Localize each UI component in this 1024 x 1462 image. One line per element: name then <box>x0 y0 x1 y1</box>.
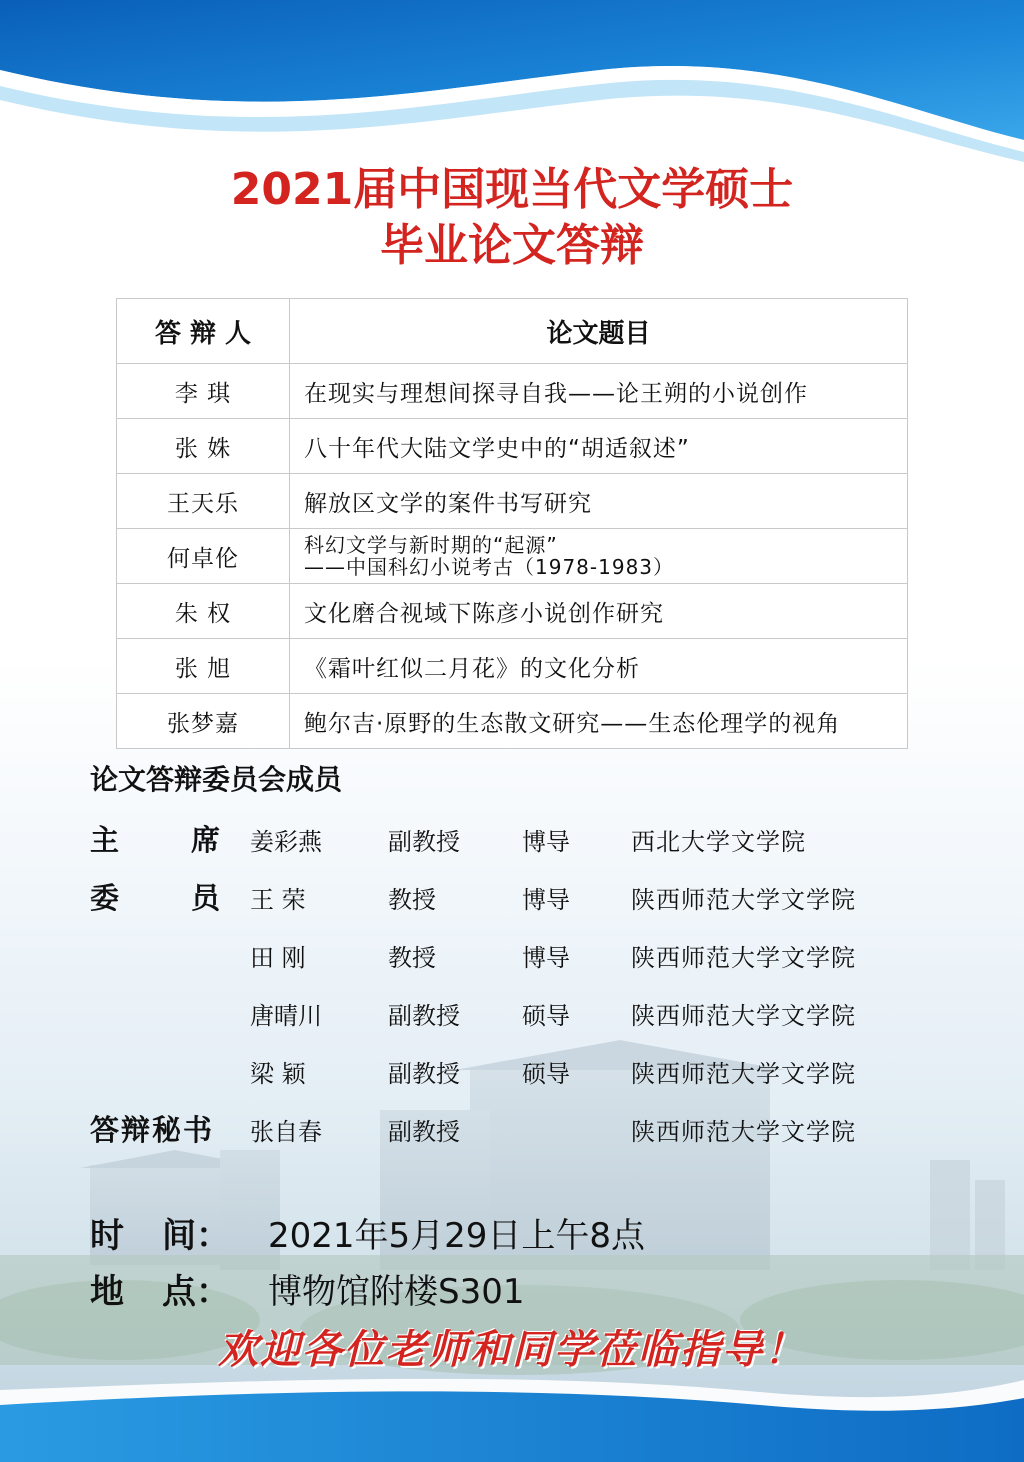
member-name: 梁 颖 <box>250 1060 306 1088</box>
table-header-row <box>117 299 908 364</box>
time-value: 2021年5月29日上午8点 <box>268 1216 646 1256</box>
label-char: 间： <box>162 1216 230 1256</box>
poster-title-line1: 2021届中国现当代文学硕士 <box>230 164 794 215</box>
member-org: 陕西师范大学文学院 <box>631 1118 856 1146</box>
table-row <box>117 529 908 584</box>
thesis-title: 鲍尔吉·原野的生态散文研究——生态伦理学的视角 <box>290 694 908 749</box>
defender-name: 何卓伦 <box>117 529 290 584</box>
committee-row-chair <box>0 822 1024 862</box>
committee-heading: 论文答辩委员会成员 <box>90 763 343 796</box>
table-row <box>117 584 908 639</box>
role-secretary: 答辩秘书 <box>90 1113 215 1147</box>
role-char: 委 <box>90 881 120 915</box>
member-title: 副教授 <box>388 1002 460 1030</box>
header-defender: 答 辩 人 <box>117 299 290 364</box>
role-chair <box>90 818 220 859</box>
member-title: 教授 <box>388 886 436 914</box>
table-row <box>117 639 908 694</box>
member-name: 唐晴川 <box>250 1002 322 1030</box>
table-row <box>117 364 908 419</box>
committee-row-member <box>0 996 1024 1036</box>
thesis-title: 八十年代大陆文学史中的“胡适叙述” <box>290 419 908 474</box>
thesis-title <box>290 529 908 584</box>
defense-table <box>116 298 908 749</box>
label-char: 时 <box>90 1216 124 1256</box>
committee-row-secretary <box>0 1112 1024 1152</box>
member-title: 副教授 <box>388 1060 460 1088</box>
role-char: 席 <box>190 823 220 857</box>
member-title: 副教授 <box>388 1118 460 1146</box>
table-row <box>117 694 908 749</box>
member-supervisor: 硕导 <box>522 1060 570 1088</box>
table-row <box>117 474 908 529</box>
thesis-title: 文化磨合视域下陈彦小说创作研究 <box>290 584 908 639</box>
member-title: 副教授 <box>388 828 460 856</box>
role-char: 员 <box>190 881 220 915</box>
member-supervisor: 硕导 <box>522 1002 570 1030</box>
committee-row-member <box>0 1054 1024 1094</box>
thesis-title: 解放区文学的案件书写研究 <box>290 474 908 529</box>
committee-row-member <box>0 938 1024 978</box>
defender-name: 张 旭 <box>117 639 290 694</box>
label-char: 地 <box>90 1272 124 1312</box>
member-org: 陕西师范大学文学院 <box>631 1060 856 1088</box>
thesis-title: 《霜叶红似二月花》的文化分析 <box>290 639 908 694</box>
member-name: 田 刚 <box>250 944 306 972</box>
thesis-title: 在现实与理想间探寻自我——论王朔的小说创作 <box>290 364 908 419</box>
member-title: 教授 <box>388 944 436 972</box>
member-supervisor: 博导 <box>522 828 570 856</box>
thesis-title-line2: ——中国科幻小说考古（1978-1983） <box>304 555 675 579</box>
defender-name: 张 姝 <box>117 419 290 474</box>
member-org: 西北大学文学院 <box>631 828 806 856</box>
member-name: 张自春 <box>250 1118 322 1146</box>
member-org: 陕西师范大学文学院 <box>631 886 856 914</box>
member-org: 陕西师范大学文学院 <box>631 1002 856 1030</box>
label-char: 点： <box>162 1272 230 1312</box>
role-member <box>90 876 220 917</box>
table-row <box>117 419 908 474</box>
committee-row-member <box>0 880 1024 920</box>
role-char: 主 <box>90 823 120 857</box>
member-name: 姜彩燕 <box>250 828 322 856</box>
defender-name: 朱 权 <box>117 584 290 639</box>
defender-name: 王天乐 <box>117 474 290 529</box>
defender-name: 张梦嘉 <box>117 694 290 749</box>
time-label <box>90 1208 230 1257</box>
welcome-message: 欢迎各位老师和同学莅临指导！ <box>218 1327 806 1373</box>
member-name: 王 荣 <box>250 886 306 914</box>
thesis-title-line1: 科幻文学与新时期的“起源” <box>304 533 558 557</box>
member-supervisor: 博导 <box>522 944 570 972</box>
defender-name: 李 琪 <box>117 364 290 419</box>
member-supervisor: 博导 <box>522 886 570 914</box>
place-label <box>90 1264 230 1313</box>
member-org: 陕西师范大学文学院 <box>631 944 856 972</box>
poster-title-line2: 毕业论文答辩 <box>380 220 644 271</box>
header-thesis: 论文题目 <box>290 299 908 364</box>
place-value: 博物馆附楼S301 <box>268 1272 525 1312</box>
